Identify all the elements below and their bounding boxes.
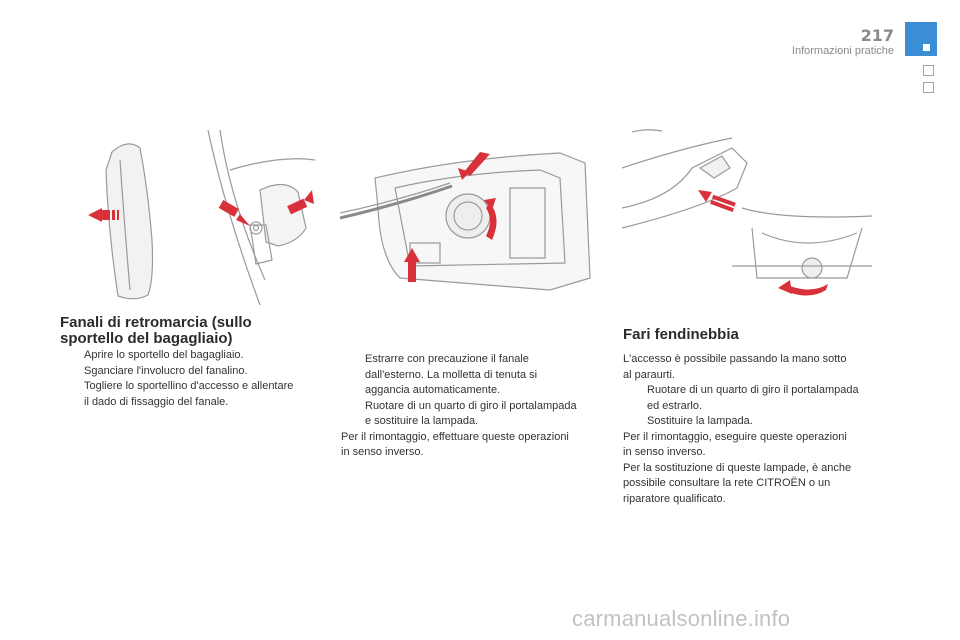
heading-line: sportello del bagagliaio) bbox=[60, 330, 233, 347]
list-item: Ruotare di un quarto di giro il portalampada bbox=[647, 384, 859, 396]
red-arrow-icon bbox=[88, 208, 119, 222]
chapter-tab[interactable] bbox=[923, 82, 934, 93]
list-item: Ruotare di un quarto di giro il portalampada bbox=[365, 399, 577, 412]
list-item-continuation: aggancia automaticamente. bbox=[365, 384, 501, 396]
red-arrow-icon bbox=[778, 280, 828, 296]
note-line: riparatore qualificato. bbox=[623, 492, 726, 505]
heading-line: Fanali di retromarcia (sullo bbox=[60, 314, 252, 331]
list-item-continuation: dall'esterno. La molletta di tenuta si bbox=[365, 368, 538, 381]
page-number: 217 bbox=[860, 26, 894, 45]
red-arrow-icon bbox=[219, 200, 250, 226]
section-heading-reverse-lamps bbox=[60, 315, 300, 347]
chapter-tab-active[interactable] bbox=[905, 22, 937, 56]
note-line: possibile consultare la rete CITROËN o un bbox=[623, 477, 831, 489]
note-line: in senso inverso. bbox=[623, 446, 706, 458]
list-item: Sganciare l'involucro del fanalino. bbox=[84, 364, 248, 377]
note-line: Per il rimontaggio, eseguire queste operazioni bbox=[623, 430, 847, 443]
note-line: Per la sostituzione di queste lampade, è anche bbox=[623, 461, 852, 474]
section-heading-fog-lamps: Fari fendinebbia bbox=[623, 326, 739, 343]
illustration-lamp-holder-rotation bbox=[340, 148, 595, 298]
fog-lamp-steps bbox=[623, 352, 893, 507]
note-line: in senso inverso. bbox=[341, 446, 424, 458]
list-item: Aprire lo sportello del bagagliaio. bbox=[84, 349, 244, 361]
illustration-fog-lamp-access bbox=[622, 128, 882, 300]
note-line: Per il rimontaggio, effettuare queste operazioni bbox=[341, 430, 569, 443]
illustration-reverse-lamp-removal bbox=[60, 130, 315, 305]
watermark: carmanualsonline.info bbox=[572, 606, 791, 631]
list-item-continuation: e sostituire la lampada. bbox=[365, 415, 479, 427]
list-item-continuation: ed estrarlo. bbox=[647, 399, 703, 412]
tab-marker-icon bbox=[923, 44, 930, 51]
intro-line: al paraurti. bbox=[623, 368, 675, 381]
list-item: Togliere lo sportellino d'accesso e allentare bbox=[84, 380, 294, 392]
lamp-holder-steps bbox=[341, 352, 609, 461]
reverse-lamp-steps bbox=[60, 348, 325, 410]
chapter-tab[interactable] bbox=[923, 65, 934, 76]
list-item: Sostituire la lampada. bbox=[647, 415, 753, 427]
list-item-continuation: il dado di fissaggio del fanale. bbox=[84, 395, 229, 408]
list-item: Estrarre con precauzione il fanale bbox=[365, 353, 529, 365]
red-arrow-icon bbox=[698, 190, 736, 212]
intro-line: L'accesso è possibile passando la mano sotto bbox=[623, 353, 847, 365]
section-title: Informazioni pratiche bbox=[791, 45, 894, 57]
